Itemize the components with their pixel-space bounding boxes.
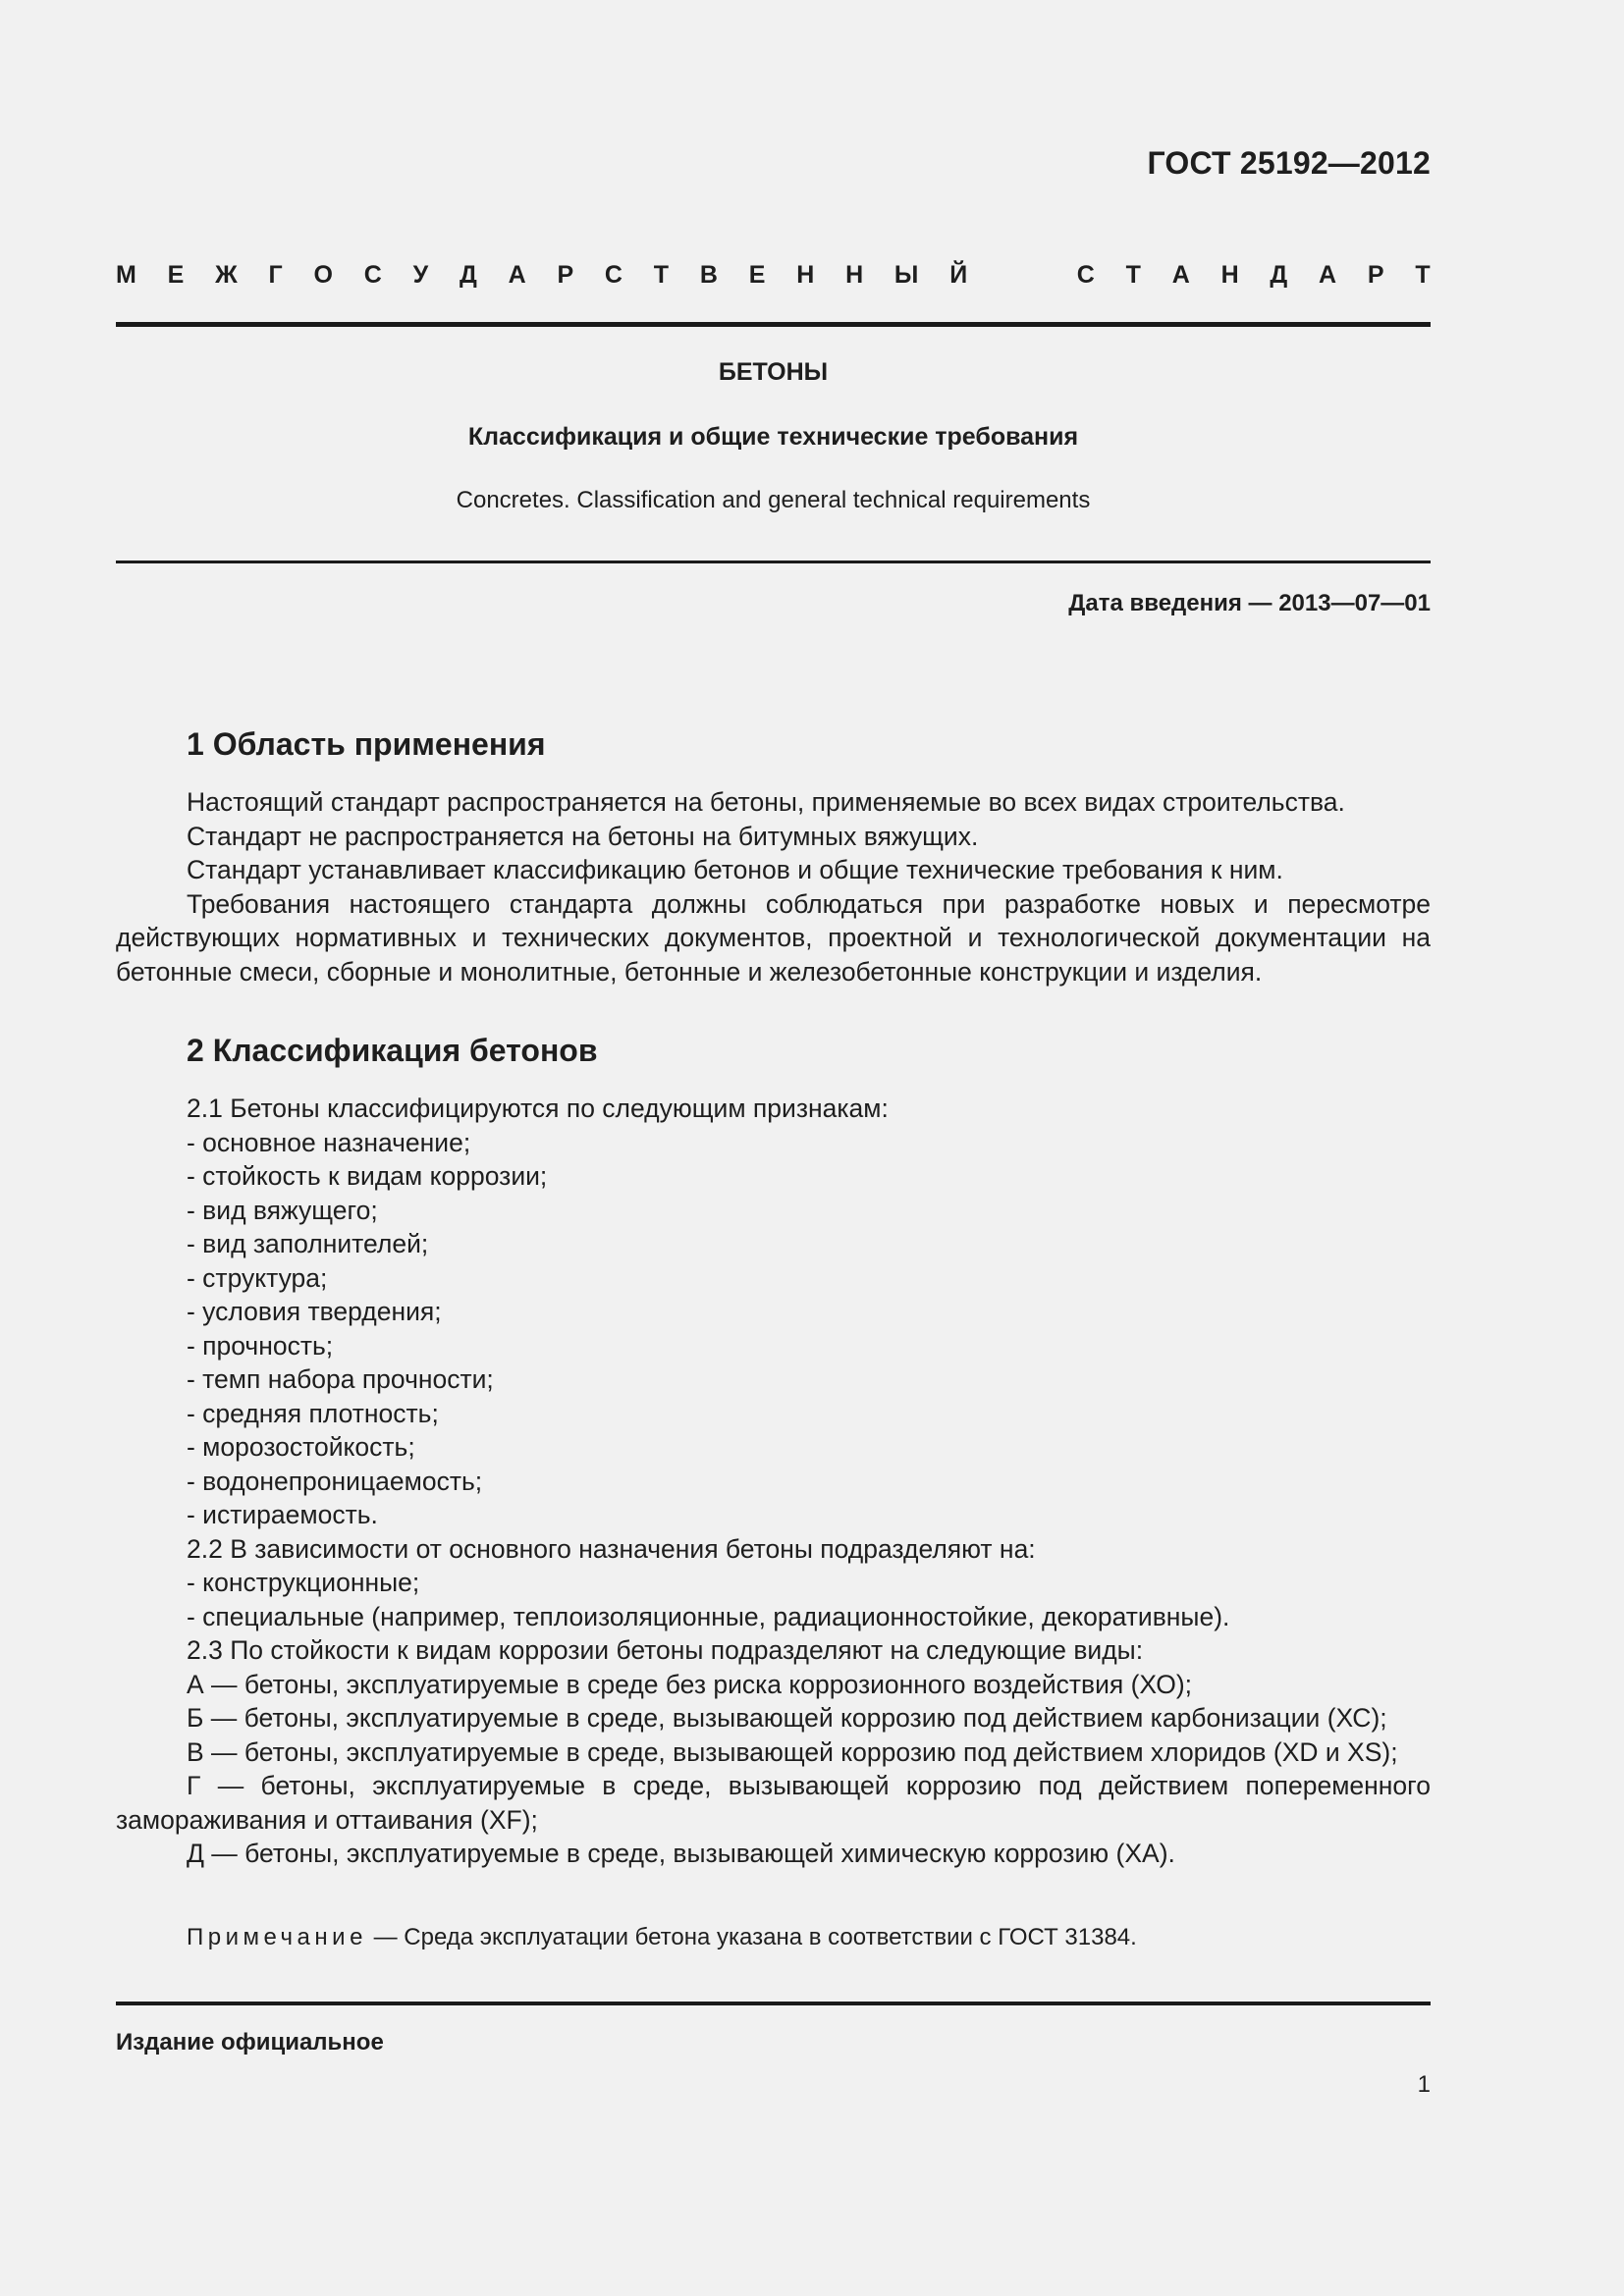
list-item: - условия твердения; bbox=[187, 1297, 442, 1326]
header-rule bbox=[116, 322, 1431, 327]
banner-letter: Ж bbox=[215, 261, 238, 289]
document-subtitle: Классификация и общие технические требования bbox=[467, 423, 1079, 451]
list-item: - вид вяжущего; bbox=[187, 1195, 378, 1225]
list-item: - водонепроницаемость; bbox=[187, 1466, 483, 1496]
banner-letter: Н bbox=[845, 261, 864, 289]
banner-letter: С bbox=[1076, 261, 1095, 289]
section-1-heading: 1 Область применения bbox=[187, 726, 546, 762]
section-2-heading: 2 Классификация бетонов bbox=[187, 1033, 598, 1068]
list-item: - морозостойкость; bbox=[187, 1432, 415, 1462]
banner-letter: Н bbox=[1220, 261, 1239, 289]
banner-letter: Е bbox=[167, 261, 185, 289]
list-item: - структура; bbox=[187, 1262, 328, 1293]
title-rule bbox=[116, 561, 1431, 563]
section-2-body bbox=[116, 1092, 1431, 1871]
list-item: - специальные (например, теплоизоляционные, радиационностойкие, декоративные). bbox=[187, 1601, 1230, 1631]
banner-letter: Е bbox=[748, 261, 766, 289]
document-title: БЕТОНЫ bbox=[718, 358, 829, 386]
banner-letter: Т bbox=[1125, 261, 1141, 289]
banner-letter: Н bbox=[796, 261, 815, 289]
banner-letter: С bbox=[604, 261, 623, 289]
banner-letter: Р bbox=[557, 261, 574, 289]
document-page bbox=[116, 0, 1431, 2296]
banner-letter: У bbox=[412, 261, 429, 289]
list-item: 2.3 По стойкости к видам коррозии бетоны подразделяют на следующие виды: bbox=[187, 1635, 1144, 1665]
banner-letter: М bbox=[116, 261, 136, 289]
edition-label: Издание официальное bbox=[116, 2029, 384, 2056]
banner-letter: А bbox=[1171, 261, 1190, 289]
banner-letter: Г bbox=[268, 261, 283, 289]
paragraph: Стандарт не распространяется на бетоны на битумных вяжущих. bbox=[187, 821, 979, 851]
note-label: Примечание bbox=[187, 1924, 367, 1950]
list-item: - истираемость. bbox=[187, 1500, 378, 1529]
list-item: - темп набора прочности; bbox=[187, 1364, 494, 1394]
paragraph: Требования настоящего стандарта должны соблюдаться при разработке новых и пересмотре действующих нормативных и технических документов, проектной и технологической документации на бетонные смеси, сборные и монолитные, бетонные и железобетонные конструкции и изделия. bbox=[116, 888, 1431, 987]
banner-letter: В bbox=[699, 261, 718, 289]
list-item: 2.1 Бетоны классифицируются по следующим признакам: bbox=[187, 1094, 889, 1123]
banner-letter: Р bbox=[1367, 261, 1384, 289]
note bbox=[187, 1924, 1137, 1951]
list-item: 2.2 В зависимости от основного назначения бетоны подразделяют на: bbox=[187, 1533, 1036, 1564]
list-item: Г — бетоны, эксплуатируемые в среде, вызывающей коррозию под действием попеременного замораживания и оттаивания (XF); bbox=[116, 1771, 1431, 1835]
banner-letter: Ы bbox=[893, 261, 919, 289]
list-item: Б — бетоны, эксплуатируемые в среде, вызывающей коррозию под действием карбонизации (ХС); bbox=[187, 1703, 1387, 1733]
list-item: - вид заполнителей; bbox=[187, 1229, 429, 1258]
paragraph: Настоящий стандарт распространяется на бетоны, применяемые во всех видах строительства. bbox=[187, 787, 1345, 817]
banner-letter: Т bbox=[1415, 261, 1431, 289]
introduction-date: Дата введения — 2013—07—01 bbox=[1068, 590, 1431, 616]
list-item: В — бетоны, эксплуатируемые в среде, вызывающей коррозию под действием хлоридов (XD и XS); bbox=[187, 1736, 1398, 1767]
list-item: - основное назначение; bbox=[187, 1127, 471, 1157]
list-item: - средняя плотность; bbox=[187, 1398, 439, 1428]
banner-word-gap bbox=[999, 261, 1046, 290]
paragraph: Стандарт устанавливает классификацию бетонов и общие технические требования к ним. bbox=[187, 855, 1283, 884]
gost-code: ГОСТ 25192—2012 bbox=[1147, 145, 1431, 181]
list-item: А — бетоны, эксплуатируемые в среде без риска коррозионного воздействия (ХО); bbox=[187, 1669, 1193, 1699]
document-title-english: Concretes. Classification and general technical requirements bbox=[456, 487, 1091, 513]
banner-letter: Д bbox=[459, 261, 477, 289]
banner-letter: А bbox=[1319, 261, 1337, 289]
page-number: 1 bbox=[1417, 2071, 1431, 2098]
banner-letter: О bbox=[313, 261, 333, 289]
banner-letter: Т bbox=[653, 261, 670, 289]
banner-letter: Д bbox=[1270, 261, 1288, 289]
interstate-standard-banner bbox=[116, 261, 1431, 290]
note-text: — Среда эксплуатации бетона указана в соответствии с ГОСТ 31384. bbox=[366, 1924, 1137, 1950]
banner-letter: Й bbox=[949, 261, 968, 289]
banner-letter: А bbox=[508, 261, 526, 289]
list-item: - прочность; bbox=[187, 1330, 334, 1361]
section-1-body bbox=[116, 785, 1431, 988]
footer-rule bbox=[116, 2002, 1431, 2005]
list-item: - конструкционные; bbox=[187, 1568, 420, 1597]
banner-letter: С bbox=[363, 261, 382, 289]
list-item: Д — бетоны, эксплуатируемые в среде, вызывающей химическую коррозию (ХА). bbox=[187, 1839, 1175, 1868]
list-item: - стойкость к видам коррозии; bbox=[187, 1161, 548, 1191]
